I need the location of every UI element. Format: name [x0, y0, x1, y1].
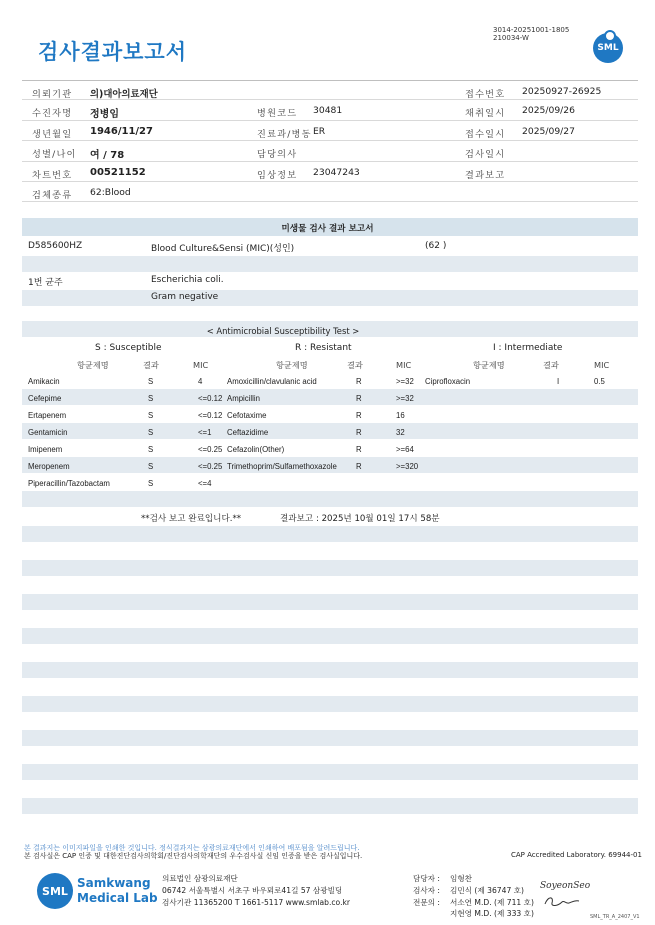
info-value: 정병임 — [90, 109, 119, 121]
organization-name: 의료법인 삼광의료재단 — [162, 874, 238, 883]
ast-mic: >=320 — [396, 462, 419, 471]
ast-mic: <=1 — [198, 428, 212, 437]
info-label: 임상정보 — [257, 169, 298, 181]
info-row — [22, 100, 638, 120]
agency-info: 검사기관 11365200 T 1661-5117 www.smlab.co.kr — [162, 898, 350, 907]
test-number: (62 ) — [425, 241, 447, 251]
ast-mic: >=32 — [396, 377, 414, 386]
ast-result: R — [356, 394, 362, 403]
stripe-row — [22, 730, 638, 746]
sml-logo-icon: SML — [37, 873, 73, 909]
stripe-row — [22, 256, 638, 272]
manager-name: 임형찬 — [450, 874, 473, 883]
ast-result: S — [148, 394, 154, 403]
col-header-result-2: 결과 — [347, 360, 363, 370]
ast-mic: 16 — [396, 411, 405, 420]
specialist-1: 서소연 M.D. (제 711 호) — [450, 898, 534, 907]
stripe-row — [22, 798, 638, 814]
specialist-label: 전문의 : — [413, 898, 440, 907]
test-code: D585600HZ — [28, 241, 83, 251]
ast-mic: 32 — [396, 428, 405, 437]
info-value: 62:Blood — [90, 186, 131, 198]
ast-drug: Cefepime — [28, 394, 62, 403]
ast-mic: <=4 — [198, 479, 212, 488]
stripe-row — [22, 628, 638, 644]
ast-drug: Imipenem — [28, 445, 63, 454]
info-value: 2025/09/27 — [522, 125, 575, 137]
patient-info-table — [22, 80, 638, 202]
logo-name-line2: Medical Lab — [77, 891, 158, 905]
info-label: 생년월일 — [32, 128, 73, 140]
ast-drug: Amoxicillin/clavulanic acid — [227, 377, 317, 386]
ast-result: I — [557, 377, 560, 386]
signature-2-icon — [542, 894, 582, 910]
stripe-row — [22, 696, 638, 712]
gram-stain: Gram negative — [151, 292, 219, 302]
info-label: 수진자명 — [32, 108, 73, 120]
manager-label: 담당자 : — [413, 874, 440, 883]
ast-drug: Cefazolin(Other) — [227, 445, 285, 454]
ast-result: R — [356, 411, 362, 420]
info-label: 차트번호 — [32, 169, 73, 181]
cap-accreditation: CAP Accredited Laboratory. 69944-01 — [511, 851, 642, 859]
organization-address: 06742 서울특별시 서초구 바우뫼로41길 57 삼광빌딩 — [162, 886, 343, 895]
info-row — [22, 80, 638, 100]
ast-result: S — [148, 377, 154, 386]
col-header-drug-1: 항균제명 — [77, 360, 109, 370]
ast-mic: 4 — [198, 377, 203, 386]
ast-drug: Cefotaxime — [227, 411, 267, 420]
signature-1: SoyeonSeo — [540, 881, 591, 891]
specialist-2: 지현영 M.D. (제 333 호) — [450, 909, 534, 918]
col-header-result-3: 결과 — [543, 360, 559, 370]
info-label: 접수일시 — [465, 128, 506, 140]
info-label: 채취일시 — [465, 108, 506, 120]
logo-name-line1: Samkwang — [77, 876, 151, 890]
ast-drug: Gentamicin — [28, 428, 68, 437]
stripe-row — [22, 594, 638, 610]
test-name: Blood Culture&Sensi (MIC)(성인) — [151, 244, 295, 254]
ast-drug: Amikacin — [28, 377, 60, 386]
info-label: 접수번호 — [465, 89, 506, 100]
ast-result: R — [356, 428, 362, 437]
ast-mic: >=32 — [396, 394, 414, 403]
info-label: 병원코드 — [257, 108, 298, 120]
col-header-mic-3: MIC — [594, 360, 610, 370]
organism-name: Escherichia coli. — [151, 275, 224, 285]
info-row — [22, 162, 638, 182]
accreditation-notice: 본 검사실은 CAP 인증 및 대한진단검사의학회/진단검사의학재단의 우수검사실 신임 인증을 받은 검사실입니다. — [24, 852, 363, 860]
ast-mic: <=0.12 — [198, 394, 223, 403]
col-header-mic-2: MIC — [396, 360, 412, 370]
col-header-mic-1: MIC — [193, 360, 209, 370]
col-header-drug-3: 항균제명 — [473, 360, 505, 370]
info-value: 20250927-26925 — [522, 86, 602, 97]
stripe-row — [22, 389, 638, 405]
ast-result: S — [148, 428, 154, 437]
ast-drug: Meropenem — [28, 462, 70, 471]
info-label: 검체종류 — [32, 189, 73, 201]
ast-drug: Ceftazidime — [227, 428, 269, 437]
completion-note: **검사 보고 완료입니다.** — [141, 514, 242, 524]
ast-result: S — [148, 462, 154, 471]
stripe-row — [22, 764, 638, 780]
ast-drug: Ertapenem — [28, 411, 67, 420]
ast-mic: <=0.12 — [198, 411, 223, 420]
stripe-row — [22, 526, 638, 542]
info-row — [22, 121, 638, 141]
ast-drug: Trimethoprim/Sulfamethoxazole — [227, 462, 337, 471]
document-id — [493, 26, 569, 42]
info-value: ER — [313, 125, 326, 137]
section-title: 미생물 검사 결과 보고서 — [281, 224, 374, 234]
info-label: 성별/나이 — [32, 149, 77, 161]
ast-title: < Antimicrobial Susceptibility Test > — [206, 326, 360, 336]
info-label: 검사일시 — [465, 149, 506, 161]
info-row — [22, 182, 638, 202]
info-value: 00521152 — [90, 166, 146, 178]
info-label: 진료과/병동 — [257, 128, 312, 140]
ast-mic: <=0.25 — [198, 445, 223, 454]
tester-name: 김민식 (제 36747 호) — [450, 886, 525, 895]
sml-logo-icon: SML — [593, 33, 623, 63]
document-id-line1: 3014-20251001-1805 — [493, 26, 570, 34]
print-notice: 본 결과지는 이미지파일을 인쇄한 것입니다. 정식결과지는 삼광의료재단에서 인쇄하여 배포됨을 알려드립니다. — [24, 844, 360, 852]
ast-mic: >=64 — [396, 445, 414, 454]
ast-result: R — [356, 445, 362, 454]
col-header-result-1: 결과 — [143, 360, 159, 370]
page-title: 검사결과보고서 — [38, 40, 188, 64]
legend-intermediate: I : Intermediate — [493, 343, 563, 353]
organism-label: 1번 균주 — [28, 278, 63, 288]
info-label: 의뢰기관 — [32, 89, 73, 100]
ast-result: R — [356, 377, 362, 386]
info-label: 담당의사 — [257, 149, 298, 161]
ast-mic: 0.5 — [594, 377, 605, 386]
info-value: 2025/09/26 — [522, 105, 575, 117]
ast-result: S — [148, 445, 154, 454]
form-code: SML_TR_A_2407_V1 — [590, 914, 640, 920]
tester-label: 검사자 : — [413, 886, 440, 895]
stripe-row — [22, 491, 638, 507]
ast-drug: Ampicillin — [227, 394, 260, 403]
ast-result: S — [148, 479, 154, 488]
stripe-row — [22, 423, 638, 439]
info-value: 1946/11/27 — [90, 125, 153, 137]
legend-susceptible: S : Susceptible — [95, 343, 162, 353]
stripe-row — [22, 662, 638, 678]
info-value: 여 / 78 — [90, 150, 125, 162]
report-time: 결과보고 : 2025년 10월 01일 17시 58분 — [280, 514, 440, 524]
info-value: 의)대아의료재단 — [90, 89, 158, 100]
info-value: 30481 — [313, 105, 343, 117]
stripe-row — [22, 290, 638, 306]
info-row — [22, 141, 638, 161]
info-label: 결과보고 — [465, 169, 506, 181]
ast-mic: <=0.25 — [198, 462, 223, 471]
legend-resistant: R : Resistant — [295, 343, 352, 353]
stripe-row — [22, 560, 638, 576]
ast-result: R — [356, 462, 362, 471]
ast-result: S — [148, 411, 154, 420]
info-value: 23047243 — [313, 166, 360, 178]
ast-drug: Piperacillin/Tazobactam — [28, 479, 110, 488]
col-header-drug-2: 항균제명 — [276, 360, 308, 370]
ast-drug: Ciprofloxacin — [425, 377, 471, 386]
document-id-line2: 210034-W — [493, 34, 529, 42]
